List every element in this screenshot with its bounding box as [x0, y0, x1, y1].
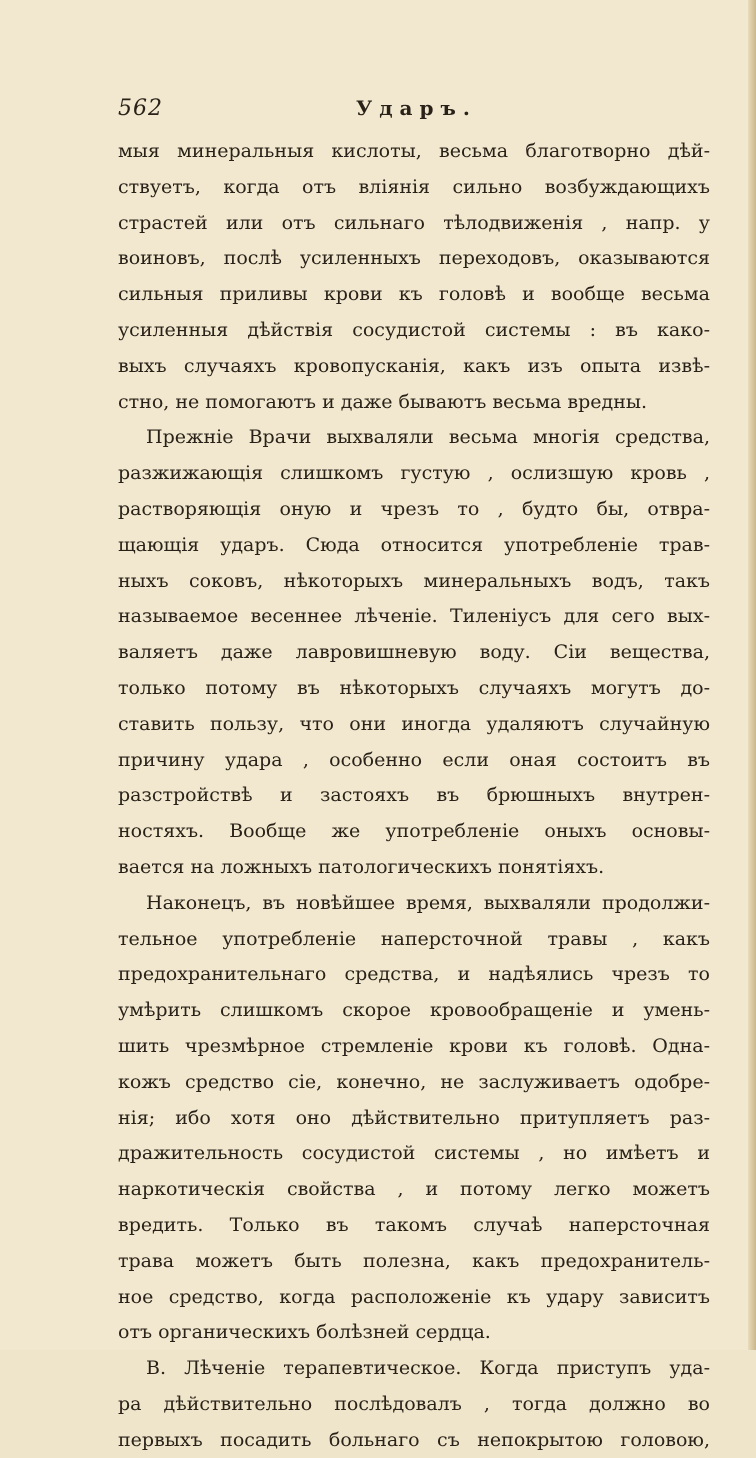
text-line: стно, не помогаютъ и даже бываютъ весьма вредны. [118, 390, 648, 413]
text-line: валяетъ даже лавровишневую воду. Сіи вещества, [118, 641, 710, 664]
text-line: наркотическія свойства , и потому легко можетъ [118, 1178, 710, 1201]
paragraph-start-line: В. Лѣченіе терапевтическое. Когда приступъ уда- [146, 1357, 710, 1380]
paragraph-start-line: Прежніе Врачи выхваляли весьма многія средства, [146, 426, 710, 449]
page-number: 562 [118, 96, 163, 121]
text-line: кожъ средство сіе, конечно, не заслуживаетъ одобре- [118, 1070, 710, 1093]
text-line: шить чрезмѣрное стремленіе крови къ головѣ. Одна- [118, 1034, 710, 1057]
text-line: щающія ударъ. Сюда относится употребленіе трав- [118, 533, 710, 556]
text-line: умѣрить слишкомъ скорое кровообращеніе и умень- [118, 999, 710, 1022]
text-line: ра дѣйствительно послѣдовалъ , тогда должно во [118, 1392, 710, 1415]
text-line: предохранительнаго средства, и надѣялись чрезъ то [118, 963, 710, 986]
text-line: вается на ложныхъ патологическихъ понятіяхъ. [118, 855, 605, 878]
text-line: сильныя приливы крови къ головѣ и вообще весьма [118, 283, 710, 306]
text-line: первыхъ посадить больнаго съ непокрытою головою, [118, 1428, 710, 1451]
text-line: разстройствѣ и застояхъ въ брюшныхъ внутрен- [118, 784, 710, 807]
text-line: ствуетъ, когда отъ вліянія сильно возбуждающихъ [118, 175, 710, 198]
page-header [118, 96, 708, 136]
text-line: ное средство, когда расположеніе къ удару зависитъ [118, 1285, 710, 1308]
text-line: отъ органическихъ болѣзней сердца. [118, 1321, 491, 1344]
running-title: Ударъ. [356, 96, 477, 120]
text-line: воиновъ, послѣ усиленныхъ переходовъ, оказываются [118, 247, 710, 270]
text-line: трава можетъ быть полезна, какъ предохранитель- [118, 1249, 710, 1272]
text-line: называемое весеннее лѣченіе. Тиленіусъ для сего вых- [118, 605, 710, 628]
text-line: тельное употребленіе наперсточной травы , какъ [118, 927, 710, 950]
text-line: усиленныя дѣйствія сосудистой системы : въ како- [118, 318, 710, 341]
text-line: дражительность сосудистой системы , но имѣетъ и [118, 1142, 710, 1165]
text-line: ностяхъ. Вообще же употребленіе оныхъ основы- [118, 820, 710, 843]
text-line: страстей или отъ сильнаго тѣлодвиженія , напр. у [118, 211, 710, 234]
text-line: разжижающія слишкомъ густую , ослизшую кровь , [118, 462, 710, 485]
text-line: мыя минеральныя кислоты, весьма благотворно дѣй- [118, 140, 710, 162]
text-line: ставить пользу, что они иногда удаляютъ случайную [118, 712, 710, 735]
text-line: причину удара , особенно если оная состоитъ въ [118, 748, 710, 771]
text-line: нія; ибо хотя оно дѣйствительно притупляетъ раз- [118, 1106, 710, 1129]
text-line: только потому въ нѣкоторыхъ случаяхъ могутъ до- [118, 676, 710, 699]
page-edge [748, 0, 756, 1350]
body-text [118, 134, 710, 1458]
text-line: ныхъ соковъ, нѣкоторыхъ минеральныхъ водъ, такъ [118, 569, 710, 592]
text-line: выхъ случаяхъ кровопусканія, какъ изъ опыта извѣ- [118, 354, 710, 377]
text-line: растворяющія оную и чрезъ то , будто бы, отвра- [118, 497, 710, 520]
paragraph-start-line: Наконецъ, въ новѣйшее время, выхваляли продолжи- [146, 891, 710, 914]
text-line: вредить. Только въ такомъ случаѣ наперсточная [118, 1213, 710, 1236]
